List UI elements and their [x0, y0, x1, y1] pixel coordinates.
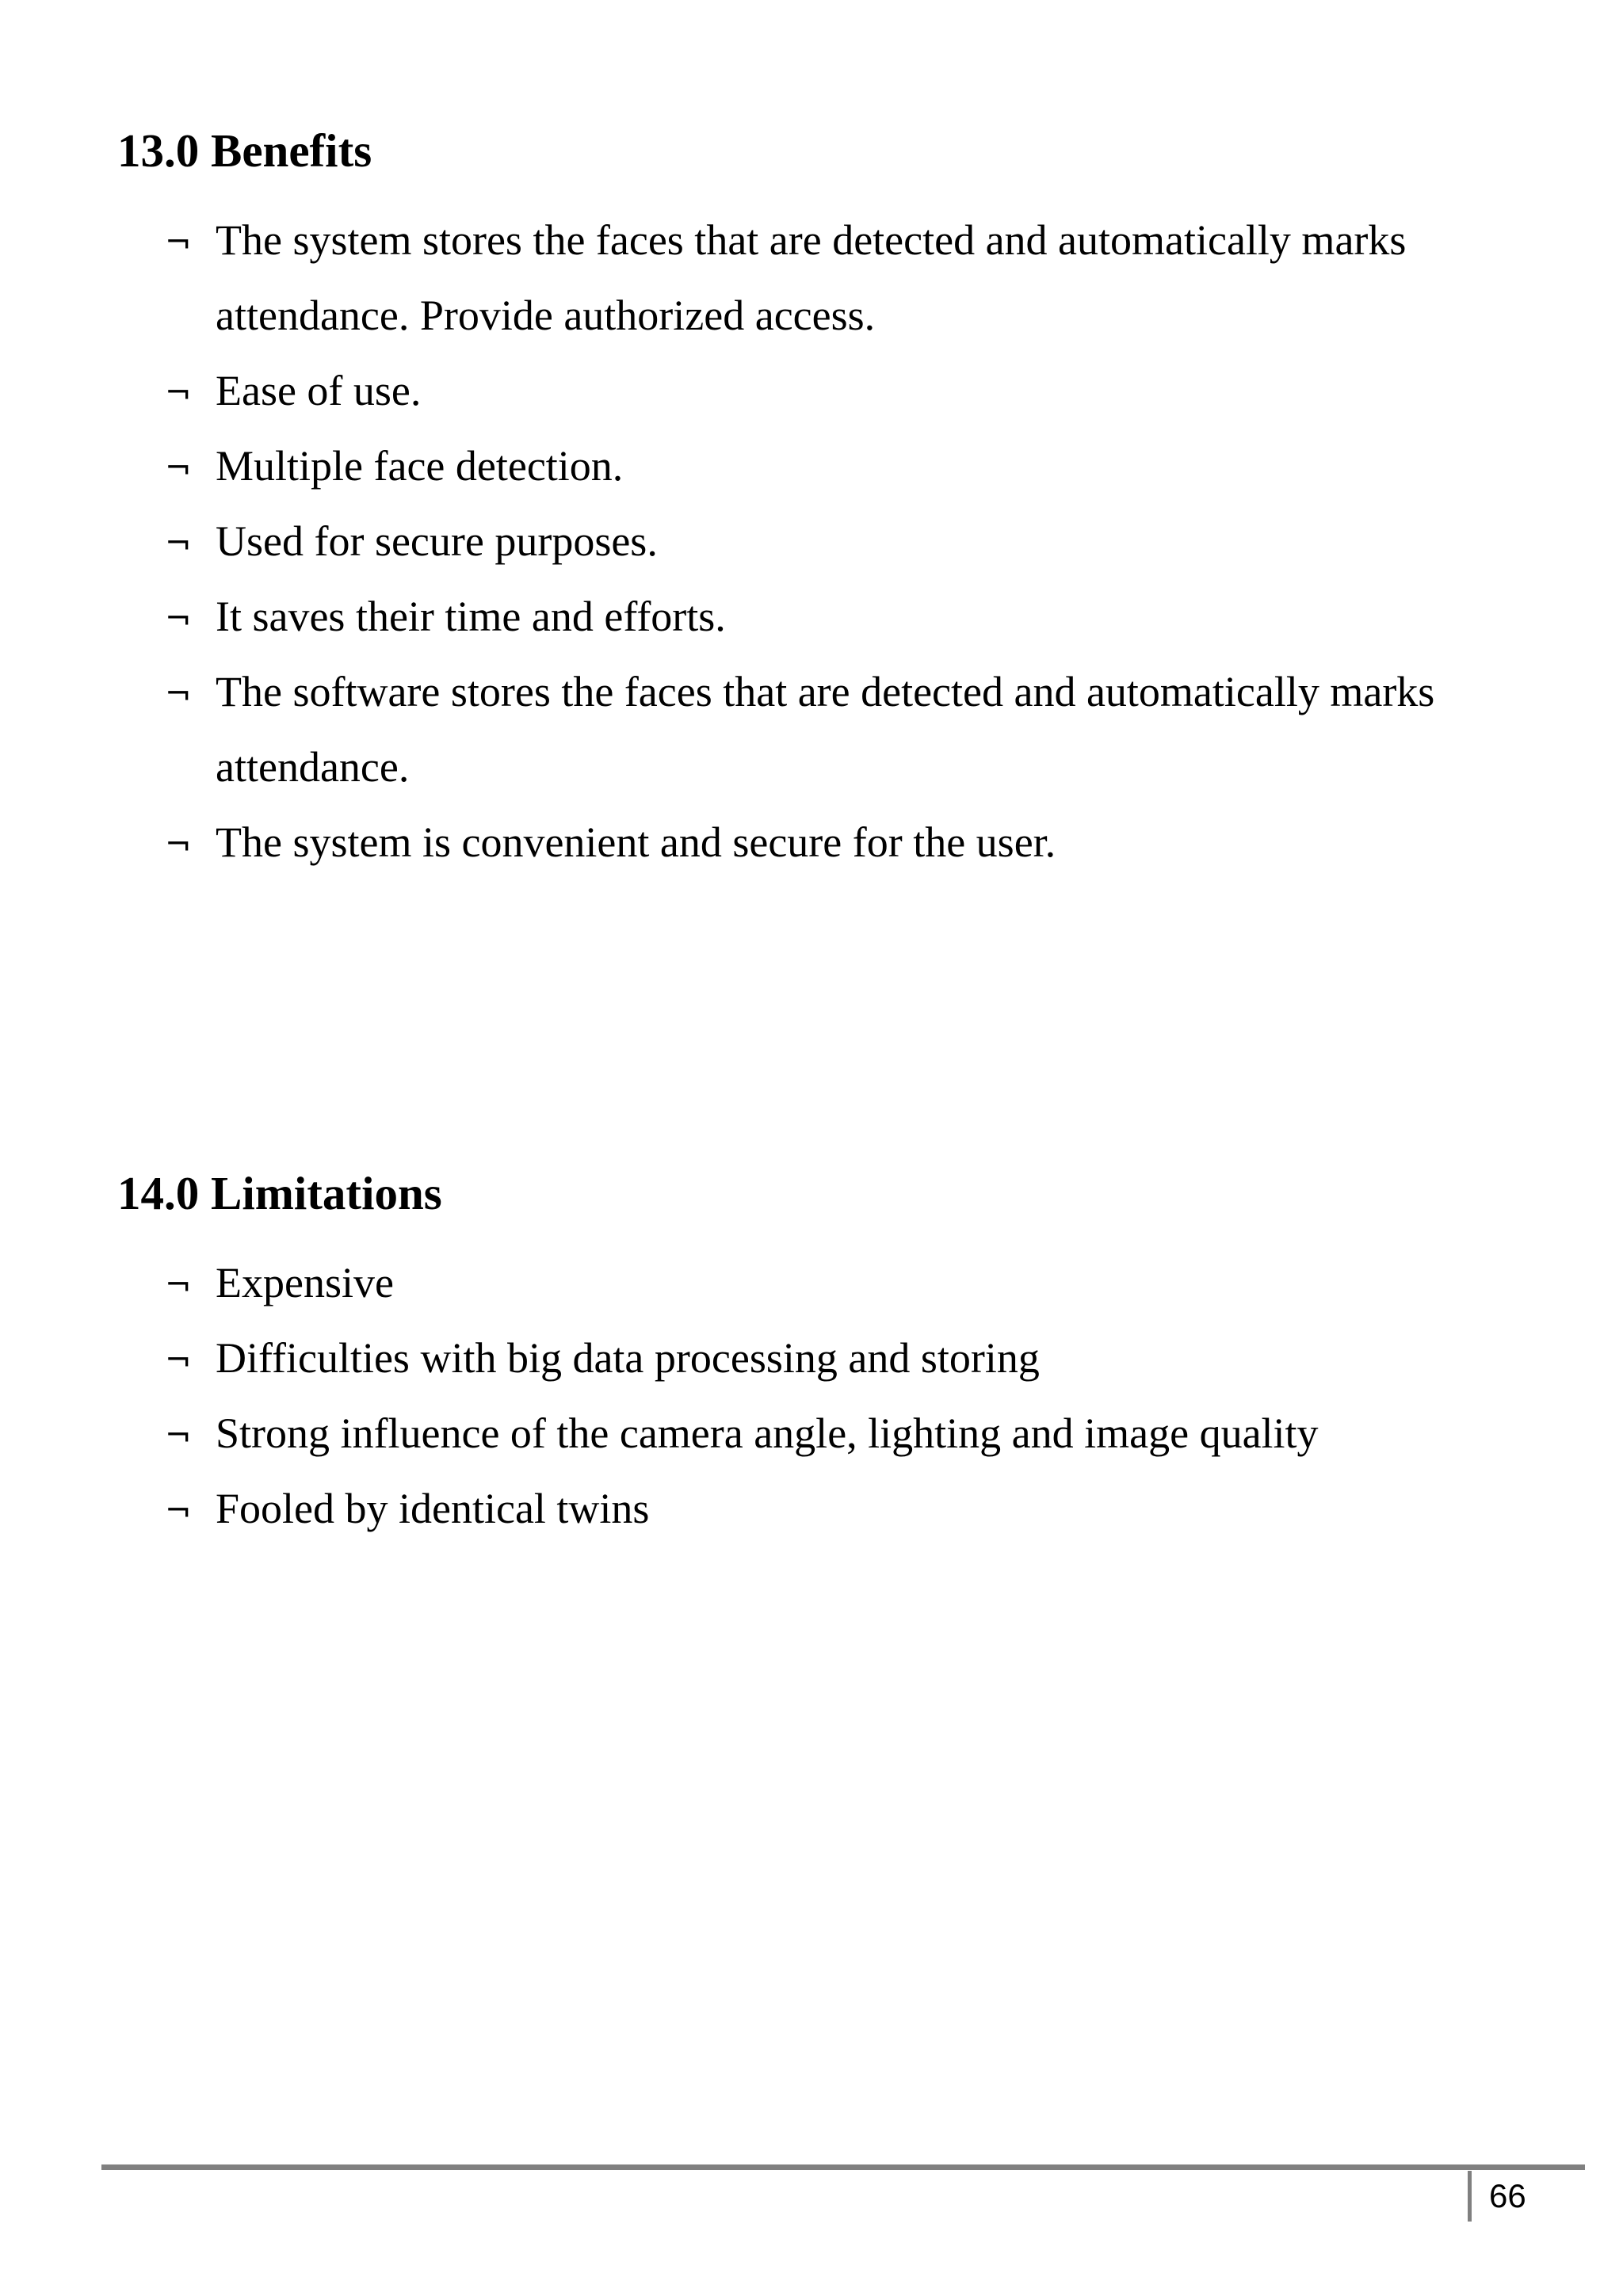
list-item	[117, 1245, 1544, 1321]
bullet-icon: ¬	[165, 224, 192, 261]
limitations-heading: 14.0 Limitations	[117, 1167, 442, 1219]
bullet-icon: ¬	[165, 1267, 192, 1303]
limitations-section	[117, 1161, 1544, 1547]
bullet-icon: ¬	[165, 375, 192, 411]
limitations-list	[117, 1245, 1544, 1547]
list-item-text: Fooled by identical twins	[216, 1485, 650, 1532]
bullet-icon: ¬	[165, 1493, 192, 1529]
benefits-list	[117, 203, 1544, 880]
bullet-icon: ¬	[165, 1417, 192, 1454]
list-item-text: Difficulties with big data processing and storing	[216, 1334, 1040, 1382]
bullet-icon: ¬	[165, 1342, 192, 1379]
list-item	[117, 353, 1544, 429]
bullet-icon: ¬	[165, 525, 192, 562]
list-item	[117, 579, 1544, 654]
footer-divider	[101, 2164, 1585, 2170]
list-item	[117, 805, 1544, 880]
page-number: 66	[1468, 2171, 1526, 2222]
list-item	[117, 203, 1544, 353]
bullet-icon: ¬	[165, 450, 192, 486]
bullet-icon: ¬	[165, 601, 192, 637]
bullet-icon: ¬	[165, 826, 192, 863]
list-item-text: Multiple face detection.	[216, 442, 624, 490]
list-item	[117, 1396, 1544, 1471]
list-item-text: It saves their time and efforts.	[216, 593, 726, 640]
bullet-icon: ¬	[165, 676, 192, 712]
list-item	[117, 654, 1544, 805]
list-item	[117, 1321, 1544, 1396]
list-item-text: Ease of use.	[216, 367, 422, 414]
benefits-heading: 13.0 Benefits	[117, 124, 372, 177]
list-item	[117, 504, 1544, 579]
list-item-text: The software stores the faces that are detected and automatically marks attendance.	[216, 668, 1435, 791]
list-item-text: Expensive	[216, 1259, 394, 1306]
list-item	[117, 429, 1544, 504]
list-item-text: Strong influence of the camera angle, lighting and image quality	[216, 1409, 1319, 1457]
list-item-text: The system is convenient and secure for the user.	[216, 818, 1056, 866]
list-item-text: Used for secure purposes.	[216, 517, 658, 565]
list-item-text: The system stores the faces that are detected and automatically marks attendance. Provide authorized access.	[216, 216, 1407, 339]
benefits-section	[117, 119, 1544, 880]
list-item	[117, 1471, 1544, 1547]
